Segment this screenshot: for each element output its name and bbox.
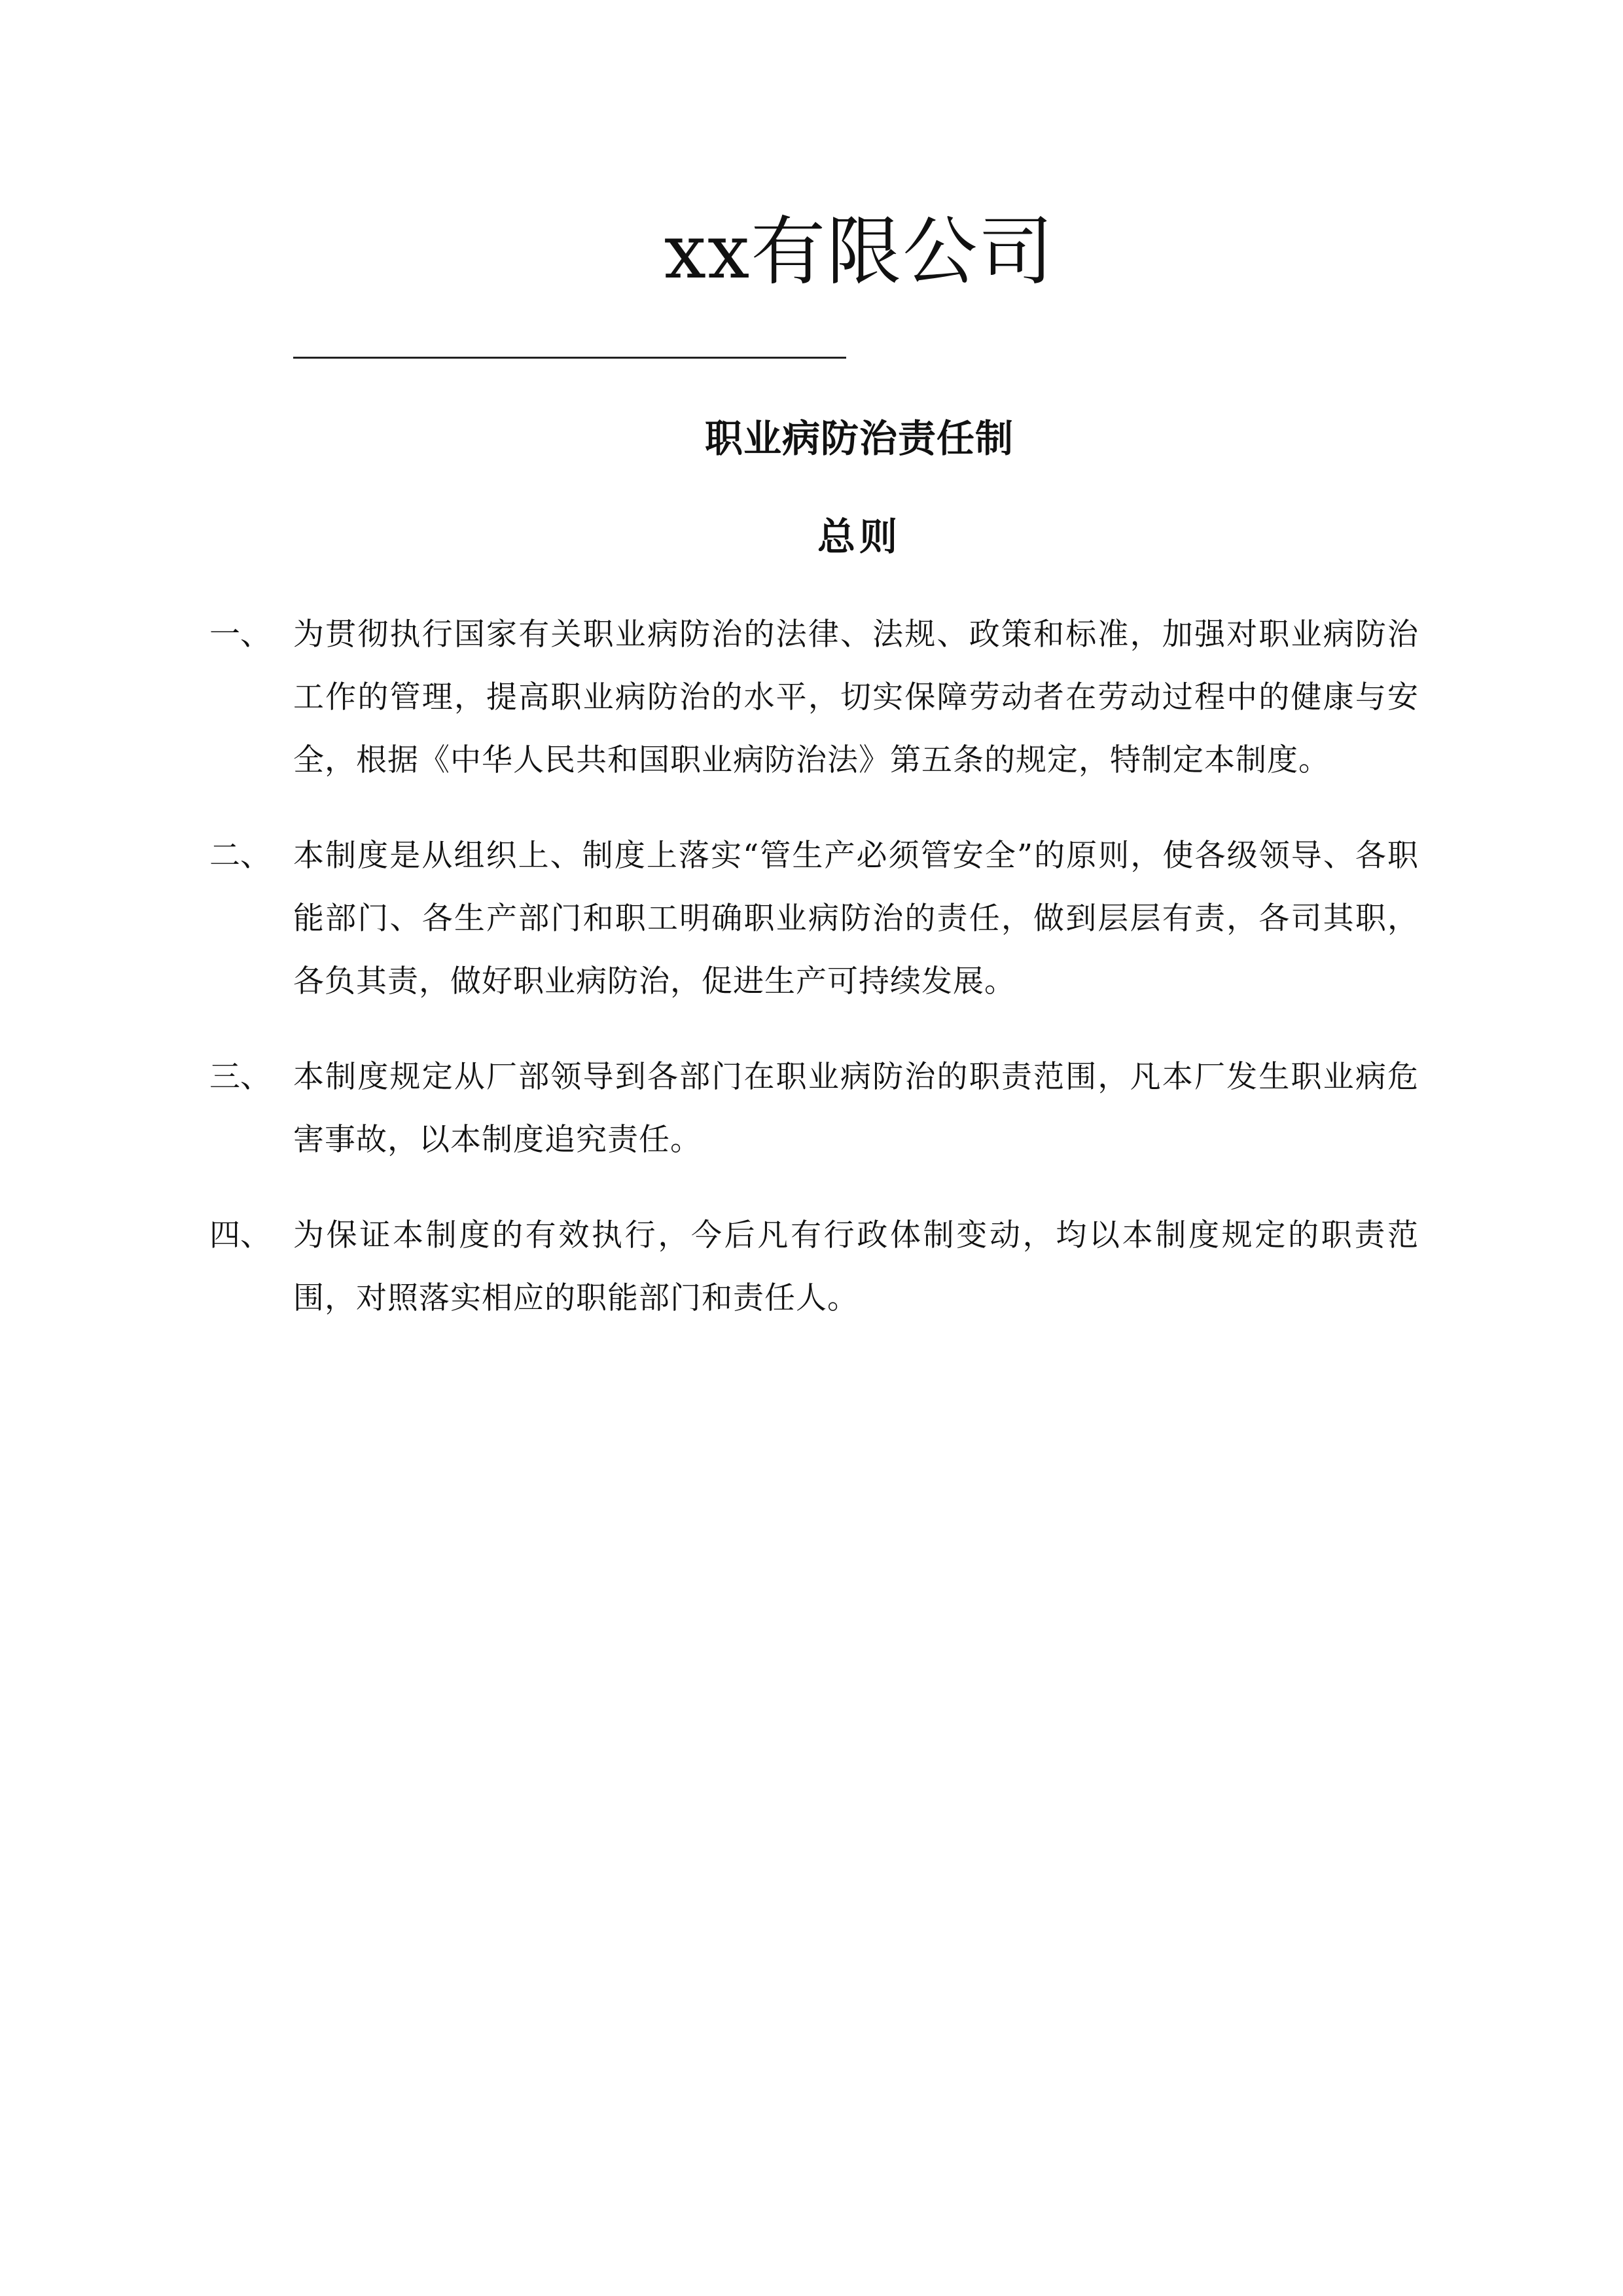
clause-text: 为贯彻执行国家有关职业病防治的法律、法规、政策和标准，加强对职业病防治工作的管理，提高职业病防治的水平，切实保障劳动者在劳动过程中的健康与安全，根据《中华人民共和国职业病防治法》第五条的规定，特制定本制度。 (293, 617, 1419, 778)
clause-item-1 (209, 603, 1427, 792)
clause-item-4 (209, 1204, 1427, 1330)
clause-item-3 (209, 1046, 1427, 1172)
clause-number: 四、 (209, 1217, 271, 1253)
company-name: xx有限公司 (664, 208, 1055, 295)
clause-list (209, 603, 1427, 1363)
document-title: 职业病防治责任制 (704, 416, 1014, 461)
clause-number: 三、 (209, 1059, 271, 1095)
clause-item-2 (209, 825, 1427, 1013)
clause-text: 本制度规定从厂部领导到各部门在职业病防治的职责范围，凡本厂发生职业病危害事故，以本制度追究责任。 (293, 1059, 1419, 1158)
clause-number: 二、 (209, 838, 271, 874)
clause-number: 一、 (209, 617, 271, 653)
title-underline-divider (293, 357, 846, 359)
clause-text: 本制度是从组织上、制度上落实“管生产必须管安全”的原则，使各级领导、各职能部门、各生产部门和职工明确职业病防治的责任，做到层层有责，各司其职，各负其责，做好职业病防治，促进生产可持续发展。 (293, 838, 1419, 999)
section-heading: 总则 (817, 514, 901, 559)
clause-text: 为保证本制度的有效执行，今后凡有行政体制变动，均以本制度规定的职责范围，对照落实相应的职能部门和责任人。 (293, 1217, 1419, 1316)
